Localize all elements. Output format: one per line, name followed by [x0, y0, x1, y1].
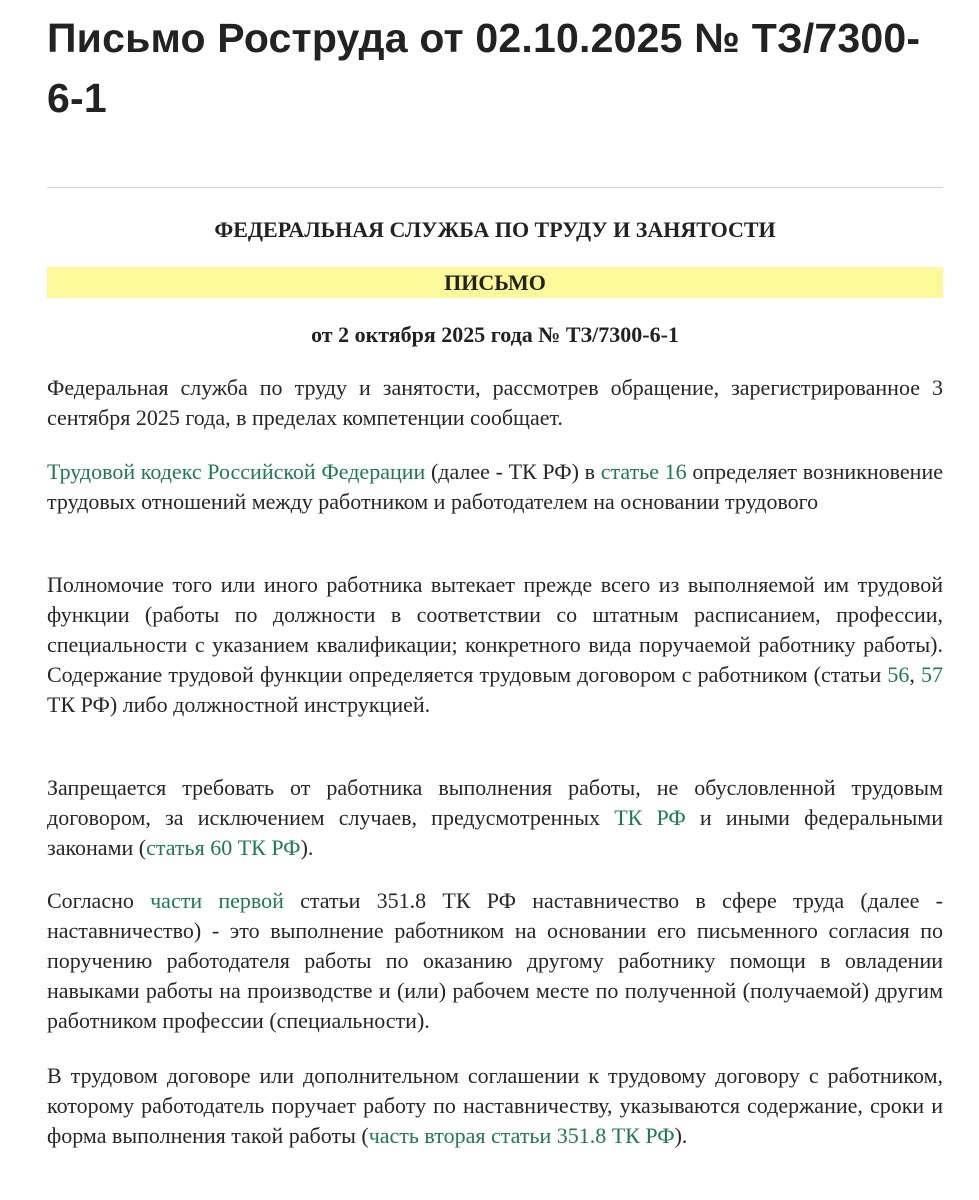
paragraph-text: ТК РФ) либо должностной инструкцией. [47, 692, 431, 717]
paragraph-mentoring-contract [47, 1061, 943, 1151]
letter-type-heading: ПИСЬМО [47, 267, 943, 298]
article-56-link[interactable]: 56 [887, 662, 910, 687]
paragraph-text: определяет возникновение трудовых отношений между работником и работодателем на основании трудового [47, 459, 943, 514]
paragraph-text: и иными федеральными законами ( [47, 805, 943, 860]
labor-code-link[interactable]: Трудовой кодекс Российской Федерации [47, 459, 426, 484]
paragraph-labor-code [47, 457, 943, 517]
paragraph-text: Согласно [47, 888, 151, 913]
paragraph-text: статьи 351.8 ТК РФ наставничество в сфере труда (далее - наставничество) - это выполнение работником на основании его письменного согласия по поручению работодателя работы по оказанию другому работнику помощи в овладении навыками работы на производстве и (или) рабочем месте по полученной (получаемой) другим работником профессии (специальности). [47, 888, 943, 1033]
paragraph-mentoring-definition [47, 886, 943, 1036]
title-divider [47, 187, 943, 188]
paragraph-labor-function [47, 570, 943, 720]
paragraph-text: Запрещается требовать от работника выполнения работы, не обусловленной трудовым договором, за исключением случаев, предусмотренных [47, 775, 943, 830]
paragraph-text: (далее - ТК РФ) в [425, 459, 601, 484]
part-two-article-351-8-link[interactable]: часть вторая статьи 351.8 ТК РФ [368, 1123, 675, 1148]
agency-heading: ФЕДЕРАЛЬНАЯ СЛУЖБА ПО ТРУДУ И ЗАНЯТОСТИ [214, 217, 776, 242]
paragraph-prohibition [47, 773, 943, 863]
paragraph-text: В трудовом договоре или дополнительном соглашении к трудовому договору с работником, которому работодатель поручает работу по наставничеству, указываются содержание, сроки и форма выполнения такой работы ( [47, 1063, 943, 1148]
page-title: Письмо Роструда от 02.10.2025 № ТЗ/7300-6-1 [47, 15, 921, 121]
article-57-link[interactable]: 57 [921, 662, 944, 687]
paragraph-text: ). [300, 835, 314, 860]
paragraph-text: ). [674, 1123, 688, 1148]
article-16-link[interactable]: статье 16 [600, 459, 687, 484]
paragraph-text: Федеральная служба по труду и занятости, рассмотрев обращение, зарегистрированное 3 сентября 2025 года, в пределах компетенции сообщает. [47, 375, 943, 430]
letter-date-heading: от 2 октября 2025 года № ТЗ/7300-6-1 [311, 322, 679, 347]
paragraph-intro [47, 373, 943, 433]
part-one-link[interactable]: части первой [150, 888, 284, 913]
paragraph-text: Полномочие того или иного работника вытекает прежде всего из выполняемой им трудовой функции (работы по должности в соответствии со штатным расписанием, профессии, специальности с указанием квалификации; конкретного вида поручаемой работнику работы). Содержание трудовой функции определяется трудовым договором с работником (статьи [47, 572, 943, 687]
article-60-link[interactable]: статья 60 ТК РФ [146, 835, 301, 860]
labor-code-short-link[interactable]: ТК РФ [614, 805, 686, 830]
paragraph-text: , [909, 662, 922, 687]
